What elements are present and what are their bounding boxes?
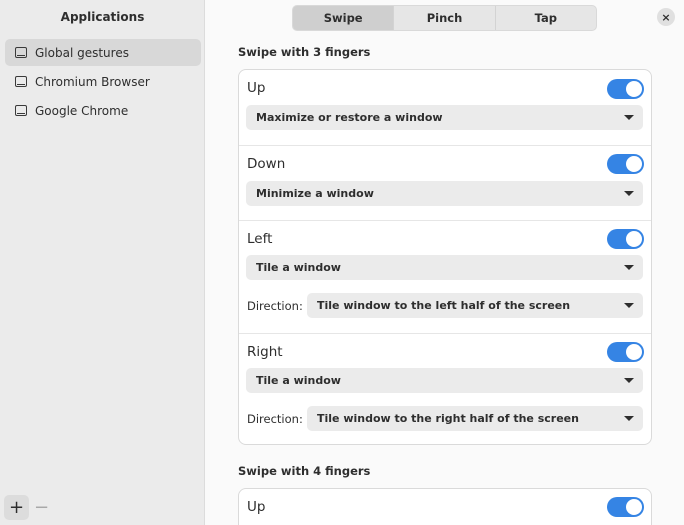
gesture-type-tabs bbox=[292, 5, 597, 31]
gesture-toggle[interactable] bbox=[607, 342, 644, 362]
main-panel bbox=[206, 0, 684, 525]
gesture-row-right bbox=[239, 333, 651, 445]
gesture-toggle[interactable] bbox=[607, 154, 644, 174]
action-dropdown[interactable] bbox=[246, 105, 643, 130]
direction-dropdown-value: Tile window to the right half of the screen bbox=[317, 412, 579, 425]
sidebar-title: Applications bbox=[60, 10, 145, 24]
direction-dropdown[interactable] bbox=[307, 406, 643, 431]
tab-pinch[interactable]: Pinch bbox=[394, 6, 495, 30]
gesture-label: Right bbox=[247, 344, 283, 360]
app-item-global-gestures[interactable] bbox=[5, 39, 201, 66]
gesture-toggle[interactable] bbox=[607, 79, 644, 99]
action-dropdown-value: Maximize or restore a window bbox=[256, 111, 443, 124]
app-item-google-chrome[interactable] bbox=[5, 97, 201, 124]
action-dropdown[interactable] bbox=[246, 368, 643, 393]
sidebar-actions bbox=[4, 495, 54, 520]
chevron-down-icon bbox=[624, 191, 634, 196]
direction-label: Direction: bbox=[247, 412, 303, 426]
app-window-icon bbox=[15, 76, 27, 87]
swipe-4-card bbox=[238, 488, 652, 525]
action-dropdown-value: Tile a window bbox=[256, 261, 341, 274]
app-window-icon bbox=[15, 47, 27, 58]
chevron-down-icon bbox=[624, 265, 634, 270]
remove-app-button[interactable]: − bbox=[33, 496, 50, 518]
app-item-label: Google Chrome bbox=[35, 103, 129, 118]
action-dropdown[interactable] bbox=[246, 255, 643, 280]
gesture-toggle[interactable] bbox=[607, 229, 644, 249]
add-app-button[interactable]: + bbox=[4, 495, 29, 520]
sidebar bbox=[0, 0, 205, 525]
chevron-down-icon bbox=[624, 416, 634, 421]
action-dropdown-value: Minimize a window bbox=[256, 187, 374, 200]
gesture-label: Down bbox=[247, 156, 286, 172]
gesture-toggle[interactable] bbox=[607, 497, 644, 517]
app-list bbox=[5, 39, 201, 126]
app-item-label: Global gestures bbox=[35, 45, 129, 60]
gesture-row-left bbox=[239, 220, 651, 333]
section-title-swipe-3: Swipe with 3 fingers bbox=[238, 45, 371, 59]
app-item-label: Chromium Browser bbox=[35, 74, 150, 89]
tab-swipe[interactable]: Swipe bbox=[293, 6, 394, 30]
section-title-swipe-4: Swipe with 4 fingers bbox=[238, 464, 371, 478]
chevron-down-icon bbox=[624, 115, 634, 120]
close-icon: × bbox=[661, 10, 671, 24]
gesture-label: Up bbox=[247, 80, 266, 96]
gesture-row-up bbox=[239, 489, 651, 525]
direction-label: Direction: bbox=[247, 299, 303, 313]
gesture-row-up bbox=[239, 70, 651, 145]
direction-dropdown[interactable] bbox=[307, 293, 643, 318]
gesture-row-down bbox=[239, 145, 651, 220]
swipe-3-card bbox=[238, 69, 652, 445]
tab-tap[interactable]: Tap bbox=[534, 11, 557, 25]
chevron-down-icon bbox=[624, 378, 634, 383]
direction-dropdown-value: Tile window to the left half of the screen bbox=[317, 299, 571, 312]
gesture-label: Left bbox=[247, 231, 273, 247]
chevron-down-icon bbox=[624, 303, 634, 308]
action-dropdown-value: Tile a window bbox=[256, 374, 341, 387]
app-window-icon bbox=[15, 105, 27, 116]
action-dropdown[interactable] bbox=[246, 181, 643, 206]
close-button[interactable] bbox=[657, 8, 675, 26]
gesture-label: Up bbox=[247, 499, 266, 515]
app-item-chromium-browser[interactable] bbox=[5, 68, 201, 95]
